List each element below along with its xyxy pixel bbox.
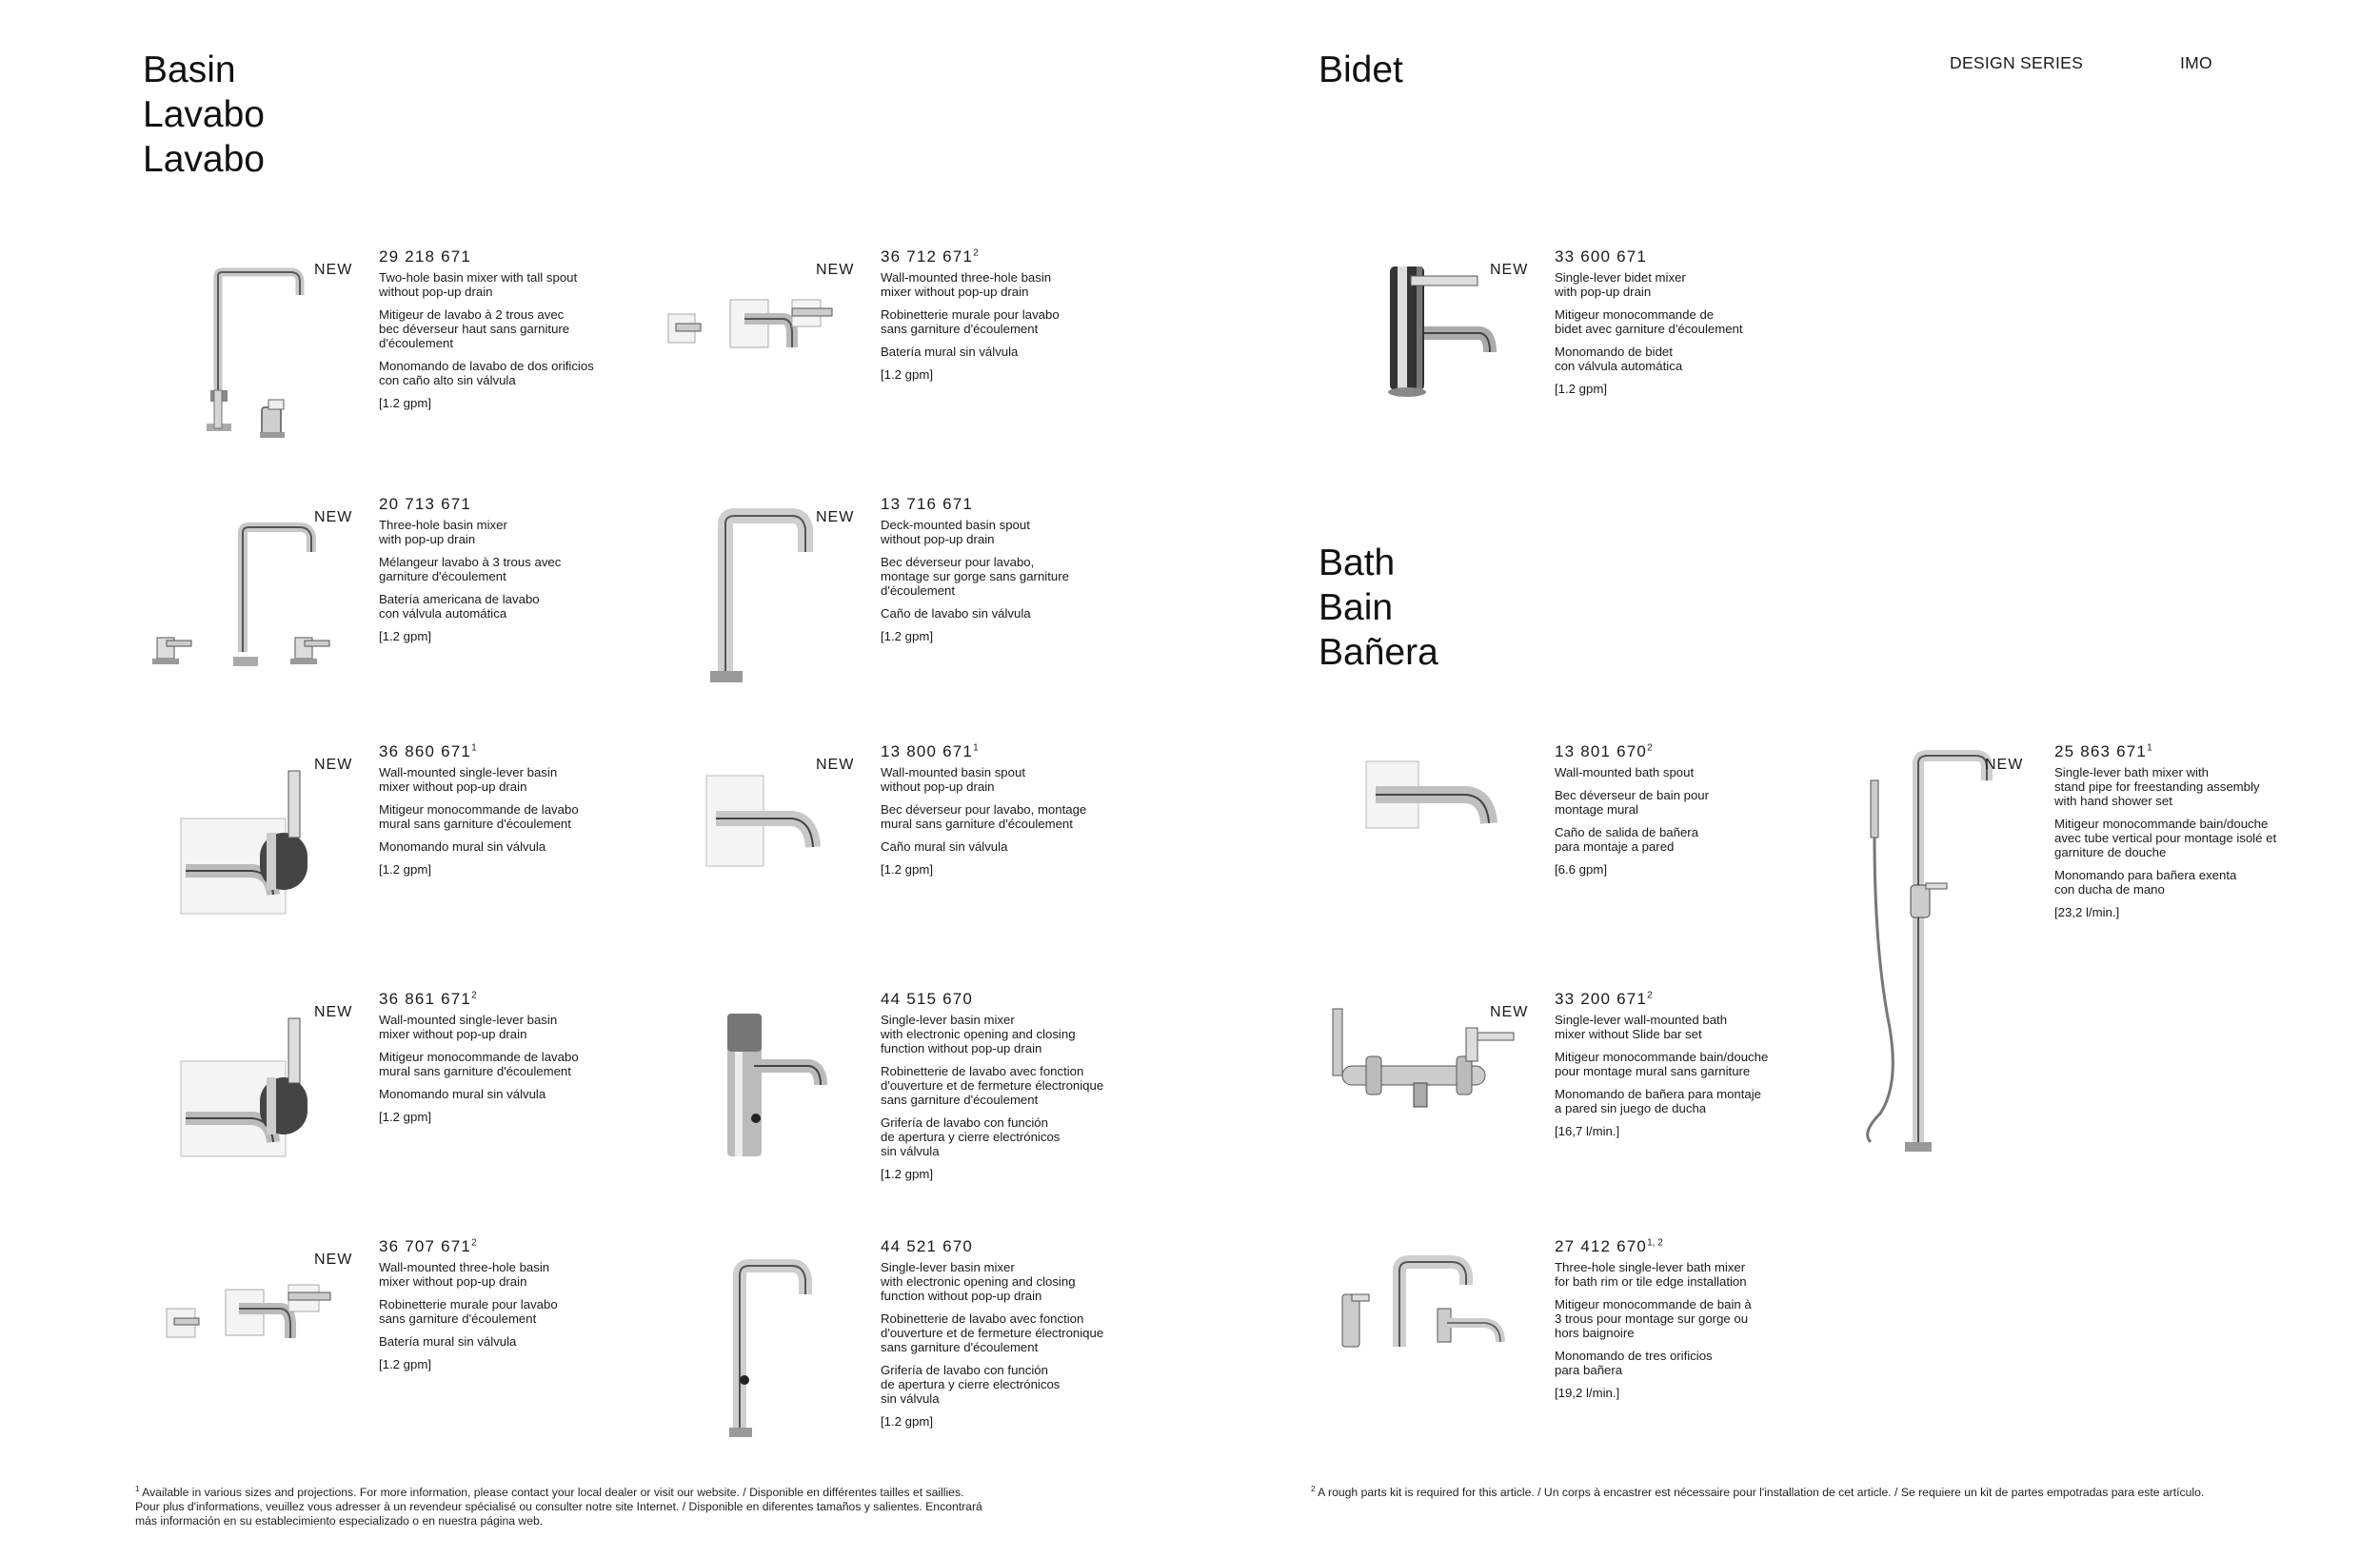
footnote-2 xyxy=(1311,1482,2368,1500)
product-44-515-670[interactable] xyxy=(649,990,1392,1218)
product-code xyxy=(881,247,1166,266)
product-description-fr: Robinetterie de lavabo avec fonction d'ouverture et de fermeture électronique sans garniture d'écoulement xyxy=(881,1064,1104,1107)
product-code-number: 33 200 671 xyxy=(1555,990,1648,1008)
product-flow-rate: [1.2 gpm] xyxy=(379,862,431,877)
product-27-412-670[interactable] xyxy=(1323,1237,2066,1466)
footnote-mark: 1 xyxy=(973,742,979,754)
footnote-2-mark: 2 xyxy=(1311,1485,1316,1493)
product-flow-rate: [1.2 gpm] xyxy=(881,1414,933,1429)
product-code-number: 13 801 670 xyxy=(1555,742,1648,760)
product-flow-rate: [1.2 gpm] xyxy=(881,1167,933,1181)
product-description-es: Batería mural sin válvula xyxy=(881,345,1019,359)
product-description-fr: Mitigeur monocommande bain/douche avec tube vertical pour montage isolé et garniture de douche xyxy=(2054,817,2277,859)
product-44-521-670[interactable] xyxy=(649,1237,1392,1466)
product-flow-rate: [1.2 gpm] xyxy=(1555,382,1607,396)
product-code xyxy=(2054,742,2350,761)
new-badge: NEW xyxy=(1490,262,1529,278)
three-hole-bath-mixer-image xyxy=(1323,1237,1523,1456)
product-description-en: Three-hole basin mixer with pop-up drain xyxy=(379,518,507,546)
product-description-en: Wall-mounted three-hole basin mixer without pop-up drain xyxy=(881,270,1052,299)
product-description-en: Single-lever basin mixer with electronic opening and closing function without pop-up drain xyxy=(881,1013,1076,1055)
footnote-1 xyxy=(135,1482,1278,1528)
product-code xyxy=(1555,742,1840,761)
product-description-es: Monomando para bañera exenta con ducha de mano xyxy=(2054,868,2237,897)
product-description-en: Wall-mounted bath spout xyxy=(1555,765,1695,779)
new-badge: NEW xyxy=(314,262,353,278)
wall-three-hole-mixer-image xyxy=(649,247,849,466)
product-code-number: 27 412 670 xyxy=(1555,1237,1648,1255)
product-33-600-671[interactable] xyxy=(1323,247,2066,476)
product-code xyxy=(379,247,664,266)
heading-bidet xyxy=(1319,48,1403,92)
product-code-number: 44 515 670 xyxy=(881,990,974,1008)
product-flow-rate: [1.2 gpm] xyxy=(379,1110,431,1124)
product-description-fr: Mitigeur monocommande bain/douche pour montage mural sans garniture xyxy=(1555,1050,1769,1078)
heading-basin-en: Basin xyxy=(143,49,236,90)
heading-basin xyxy=(143,48,265,182)
wall-three-hole-mixer-image xyxy=(148,1237,347,1456)
product-description-en: Wall-mounted basin spout without pop-up drain xyxy=(881,765,1025,794)
product-13-716-671[interactable] xyxy=(649,495,1392,723)
product-text xyxy=(379,247,664,410)
product-text xyxy=(1555,990,1840,1138)
series-name: IMO xyxy=(2180,53,2212,72)
product-description-fr: Mitigeur monocommande de lavabo mural sans garniture d'écoulement xyxy=(379,1050,579,1078)
footnote-mark: 2 xyxy=(471,990,477,1001)
product-description-es: Grifería de lavabo con función de apertura y cierre electrónicos sin válvula xyxy=(881,1115,1061,1158)
product-description-fr: Mitigeur de lavabo à 2 trous avec bec déverseur haut sans garniture d'écoulement xyxy=(379,307,570,350)
three-hole-basin-mixer-image xyxy=(148,495,347,714)
product-text xyxy=(881,1237,1166,1429)
design-series-label: DESIGN SERIES xyxy=(1950,53,2084,72)
new-badge: NEW xyxy=(314,757,353,773)
product-code xyxy=(881,1237,1166,1256)
product-code-number: 36 860 671 xyxy=(379,742,472,760)
new-badge: NEW xyxy=(1985,757,2024,773)
product-code xyxy=(379,495,664,514)
product-code xyxy=(1555,247,1840,266)
product-description-fr: Bec déverseur pour lavabo, montage sur gorge sans garniture d'écoulement xyxy=(881,555,1069,598)
wall-single-lever-mixer-image xyxy=(148,990,347,1209)
product-text xyxy=(2054,742,2350,919)
heading-bath-fr: Bain xyxy=(1319,587,1394,628)
product-text xyxy=(881,742,1166,877)
wall-bath-spout-image xyxy=(1323,742,1523,961)
product-description-en: Deck-mounted basin spout without pop-up drain xyxy=(881,518,1030,546)
product-flow-rate: [1.2 gpm] xyxy=(881,367,933,382)
new-badge: NEW xyxy=(314,1004,353,1020)
heading-bath-es: Bañera xyxy=(1319,632,1438,673)
product-description-en: Two-hole basin mixer with tall spout without pop-up drain xyxy=(379,270,578,299)
product-33-200-671[interactable] xyxy=(1323,990,2066,1218)
product-description-es: Monomando de tres orificios para bañera xyxy=(1555,1349,1713,1377)
product-text xyxy=(379,495,664,643)
product-description-en: Single-lever basin mixer with electronic opening and closing function without pop-up drain xyxy=(881,1260,1076,1303)
product-code xyxy=(379,990,664,1009)
product-description-es: Monomando mural sin válvula xyxy=(379,839,546,854)
product-description-en: Single-lever wall-mounted bath mixer without Slide bar set xyxy=(1555,1013,1728,1041)
product-description-es: Batería americana de lavabo con válvula automática xyxy=(379,592,540,621)
footnote-1-text: Available in various sizes and projections. For more information, please contact your local dealer or visit our website. / Disponible en différentes tailles et saillies. Pour plus d'informations, veuillez vous adresser à un revendeur spécialisé ou consulter notre site Internet. / Disponible en diferentes tamaños y salientes. Encontrará más información en su establecimiento especializado o en nuestra página web. xyxy=(135,1486,982,1528)
product-description-es: Grifería de lavabo con función de apertura y cierre electrónicos sin válvula xyxy=(881,1363,1061,1406)
product-text xyxy=(1555,742,1840,877)
product-description-en: Wall-mounted single-lever basin mixer without pop-up drain xyxy=(379,1013,558,1041)
product-description-en: Single-lever bath mixer with stand pipe for freestanding assembly with hand shower set xyxy=(2054,765,2260,808)
footnote-mark: 2 xyxy=(973,247,979,259)
product-code xyxy=(1555,1237,1840,1256)
product-36-712-671[interactable] xyxy=(649,247,1392,476)
product-flow-rate: [1.2 gpm] xyxy=(881,629,933,643)
wall-single-lever-mixer-image xyxy=(148,742,347,961)
new-badge: NEW xyxy=(1490,1004,1529,1020)
product-code xyxy=(1555,990,1840,1009)
deck-mounted-spout-image xyxy=(649,495,849,714)
product-code xyxy=(881,742,1166,761)
product-code-number: 13 800 671 xyxy=(881,742,974,760)
product-description-es: Caño de lavabo sin válvula xyxy=(881,606,1031,621)
product-13-800-671[interactable] xyxy=(649,742,1392,971)
heading-bath-en: Bath xyxy=(1319,542,1396,583)
product-code-number: 36 861 671 xyxy=(379,990,472,1008)
product-code-number: 36 707 671 xyxy=(379,1237,472,1255)
new-badge: NEW xyxy=(816,262,855,278)
product-description-fr: Mélangeur lavabo à 3 trous avec garniture d'écoulement xyxy=(379,555,562,583)
product-text xyxy=(379,742,664,877)
product-flow-rate: [1.2 gpm] xyxy=(379,629,431,643)
heading-bidet-en: Bidet xyxy=(1319,49,1403,90)
footnote-1-mark: 1 xyxy=(135,1485,140,1493)
product-description-es: Caño de salida de bañera para montaje a pared xyxy=(1555,825,1699,854)
product-description-en: Three-hole single-lever bath mixer for bath rim or tile edge installation xyxy=(1555,1260,1747,1289)
wall-bath-mixer-image xyxy=(1323,990,1523,1209)
product-code xyxy=(379,1237,664,1256)
footnote-mark: 2 xyxy=(1647,742,1653,754)
two-hole-basin-mixer-image xyxy=(148,247,347,466)
product-code-number: 20 713 671 xyxy=(379,495,472,513)
product-text xyxy=(881,990,1166,1181)
electronic-basin-mixer-tall-image xyxy=(649,1237,849,1456)
product-text xyxy=(881,495,1166,643)
product-text xyxy=(1555,247,1840,396)
new-badge: NEW xyxy=(314,509,353,525)
product-flow-rate: [1.2 gpm] xyxy=(881,862,933,877)
product-description-en: Wall-mounted single-lever basin mixer without pop-up drain xyxy=(379,765,558,794)
product-flow-rate: [1.2 gpm] xyxy=(379,1357,431,1371)
footnote-2-text: A rough parts kit is required for this article. / Un corps à encastrer est nécessaire pour l'installation de cet article. / Se requiere un kit de partes empotradas para este artículo. xyxy=(1318,1486,2205,1500)
footnote-mark: 1, 2 xyxy=(1647,1237,1663,1249)
product-description-fr: Mitigeur monocommande de bidet avec garniture d'écoulement xyxy=(1555,307,1743,336)
product-code-number: 13 716 671 xyxy=(881,495,974,513)
heading-basin-es: Lavabo xyxy=(143,139,265,180)
electronic-basin-mixer-image xyxy=(649,990,849,1209)
product-code-number: 29 218 671 xyxy=(379,247,472,266)
product-code xyxy=(881,495,1166,514)
product-code-number: 44 521 670 xyxy=(881,1237,974,1255)
wall-basin-spout-image xyxy=(649,742,849,961)
heading-basin-fr: Lavabo xyxy=(143,94,265,135)
product-flow-rate: [1.2 gpm] xyxy=(379,396,431,410)
product-flow-rate: [16,7 l/min.] xyxy=(1555,1124,1620,1138)
footnote-mark: 2 xyxy=(471,1237,477,1249)
product-description-es: Monomando mural sin válvula xyxy=(379,1087,546,1101)
product-description-en: Single-lever bidet mixer with pop-up drain xyxy=(1555,270,1686,299)
product-description-fr: Bec déverseur de bain pour montage mural xyxy=(1555,788,1710,817)
new-badge: NEW xyxy=(816,509,855,525)
new-badge: NEW xyxy=(314,1252,353,1268)
product-code xyxy=(881,990,1166,1009)
footnote-mark: 1 xyxy=(471,742,477,754)
product-flow-rate: [6.6 gpm] xyxy=(1555,862,1607,877)
product-description-fr: Robinetterie murale pour lavabo sans garniture d'écoulement xyxy=(881,307,1060,336)
product-description-es: Monomando de lavabo de dos orificios con caño alto sin válvula xyxy=(379,359,594,387)
product-text xyxy=(379,1237,664,1371)
product-description-es: Monomando de bidet con válvula automática xyxy=(1555,345,1683,373)
product-text xyxy=(1555,1237,1840,1400)
footnote-mark: 1 xyxy=(2147,742,2152,754)
product-code-number: 25 863 671 xyxy=(2054,742,2148,760)
product-text xyxy=(379,990,664,1124)
product-description-fr: Mitigeur monocommande de bain à 3 trous pour montage sur gorge ou hors baignoire xyxy=(1555,1297,1752,1340)
product-description-en: Wall-mounted three-hole basin mixer without pop-up drain xyxy=(379,1260,550,1289)
product-flow-rate: [23,2 l/min.] xyxy=(2054,905,2120,919)
product-description-fr: Mitigeur monocommande de lavabo mural sans garniture d'écoulement xyxy=(379,802,579,831)
product-flow-rate: [19,2 l/min.] xyxy=(1555,1386,1620,1400)
product-description-es: Batería mural sin válvula xyxy=(379,1334,517,1349)
product-text xyxy=(881,247,1166,382)
new-badge: NEW xyxy=(816,757,855,773)
product-description-fr: Bec déverseur pour lavabo, montage mural sans garniture d'écoulement xyxy=(881,802,1087,831)
product-description-es: Caño mural sin válvula xyxy=(881,839,1008,854)
product-description-es: Monomando de bañera para montaje a pared sin juego de ducha xyxy=(1555,1087,1762,1115)
product-description-fr: Robinetterie murale pour lavabo sans garniture d'écoulement xyxy=(379,1297,558,1326)
product-description-fr: Robinetterie de lavabo avec fonction d'ouverture et de fermeture électronique sans garniture d'écoulement xyxy=(881,1311,1104,1354)
product-code xyxy=(379,742,664,761)
footnote-mark: 2 xyxy=(1647,990,1653,1001)
product-code-number: 33 600 671 xyxy=(1555,247,1648,266)
bidet-mixer-image xyxy=(1323,247,1523,466)
product-code-number: 36 712 671 xyxy=(881,247,974,266)
